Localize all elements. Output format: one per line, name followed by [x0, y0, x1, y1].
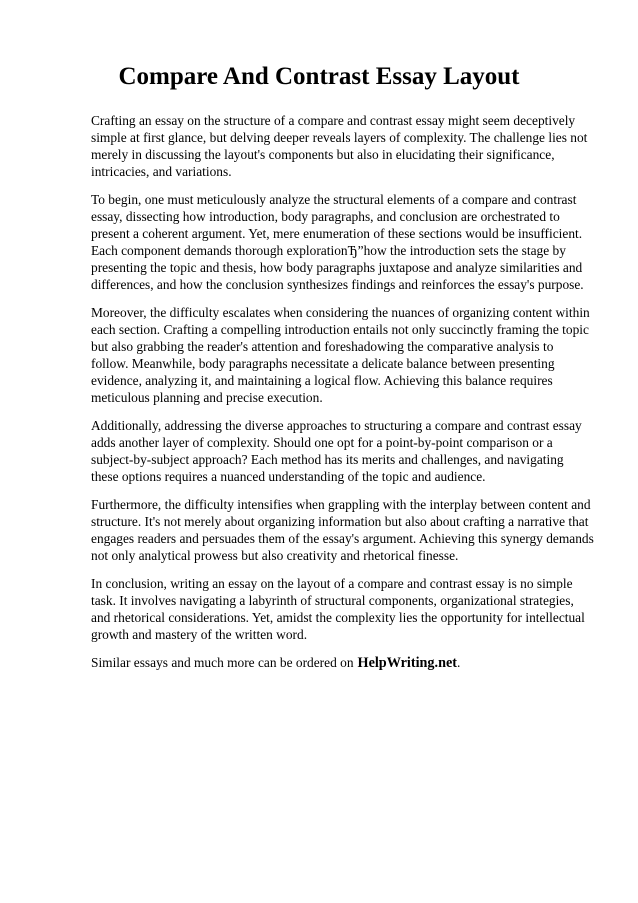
paragraph-intro: Crafting an essay on the structure of a compare and contrast essay might seem deceptively simple at first glance, but delving deeper reveals layers of complexity. The challenge lies not merely in discussing the layout's components but also in elucidating their significance, intricacies, and variations.	[91, 113, 588, 179]
document-title: Compare And Contrast Essay Layout	[118, 63, 520, 90]
closing-text: Similar essays and much more can be ordered on	[91, 655, 354, 670]
paragraph-interplay: Furthermore, the difficulty intensifies when grappling with the interplay between content and structure. It's not merely about organizing information but also about crafting a narrative that engages readers and persuades them of the essay's argument. Achieving this synergy demands not only analytical prowess but also creativity and rhetorical finesse.	[91, 497, 594, 563]
paragraph-approaches: Additionally, addressing the diverse approaches to structuring a compare and contrast essay adds another layer of complexity. Should one opt for a point-by-point comparison or a subject-by-subject approach? Each method has its merits and challenges, and navigating these options requires a nuanced understanding of the topic and audience.	[91, 418, 582, 484]
paragraph-conclusion: In conclusion, writing an essay on the layout of a compare and contrast essay is no simple task. It involves navigating a labyrinth of structural components, organizational strategies, and rhetorical considerations. Yet, amidst the complexity lies the opportunity for intellectual growth and mastery of the written word.	[91, 576, 585, 642]
paragraph-organizing: Moreover, the difficulty escalates when considering the nuances of organizing content within each section. Crafting a compelling introduction entails not only succinctly framing the topic but also grabbing the reader's attention and foreshadowing the comparative analysis to follow. Meanwhile, body paragraphs necessitate a delicate balance between presenting evidence, analyzing it, and maintaining a logical flow. Achieving this balance requires meticulous planning and precise execution.	[91, 305, 590, 405]
paragraph-structure: To begin, one must meticulously analyze the structural elements of a compare and contrast essay, dissecting how introduction, body paragraphs, and conclusion are orchestrated to present a coherent argument. Yet, mere enumeration of these sections would be insufficient. Each component demands thorough explorationЂ”how the introduction sets the stage by presenting the topic and thesis, how body paragraphs juxtapose and analyze similarities and differences, and how the conclusion synthesizes findings and reinforces the essay's purpose.	[91, 192, 584, 292]
closing-period: .	[456, 655, 461, 670]
closing-line	[91, 654, 594, 672]
brand-link[interactable]: HelpWriting.net	[357, 655, 457, 671]
